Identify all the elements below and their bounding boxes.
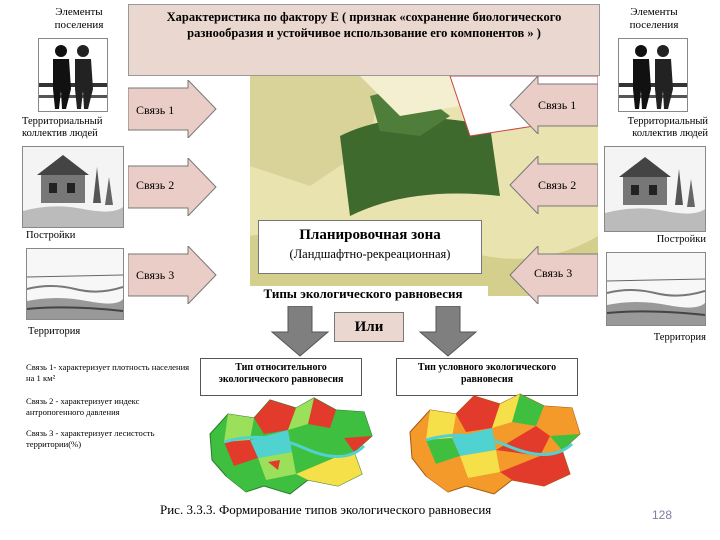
legend-link-2: Связь 2 - характеризует индекс антропогенного давления bbox=[26, 396, 140, 417]
right-buildings-image bbox=[604, 146, 706, 232]
right-collective-label: Территориальный коллектив людей bbox=[627, 116, 708, 139]
right-link-3-label: Связь 3 bbox=[534, 266, 573, 280]
right-territory-image bbox=[606, 252, 706, 326]
or-label: Или bbox=[354, 319, 384, 335]
right-link-1-label: Связь 1 bbox=[538, 98, 577, 112]
legend-link-1: Связь 1- характеризует плотность населения на 1 км² bbox=[26, 362, 190, 383]
planning-zone-box bbox=[258, 220, 482, 274]
right-people-image bbox=[618, 38, 688, 112]
left-link-3-label: Связь 3 bbox=[136, 268, 175, 282]
planning-zone-subtitle: (Ландшафтно-рекреационная) bbox=[289, 247, 451, 261]
relative-balance-map bbox=[204, 390, 376, 498]
figure-caption: Рис. 3.3.3. Формирование типов экологического равновесия bbox=[160, 502, 492, 517]
header-title: Характеристика по фактору Е ( признак «сохранение биологического разнообразия и устойчивое использование его компонентов » ) bbox=[128, 4, 600, 76]
right-territory-label: Территория bbox=[653, 332, 706, 343]
left-territory-image bbox=[26, 248, 124, 320]
legend-link-3: Связь 3 - характеризует лесистость территории(%) bbox=[26, 428, 155, 449]
left-link-1-label: Связь 1 bbox=[136, 103, 175, 117]
right-elements-title: Элементы поселения bbox=[629, 6, 679, 31]
left-territory-label: Территория bbox=[28, 326, 81, 337]
right-link-2-label: Связь 2 bbox=[538, 178, 577, 192]
left-buildings-image bbox=[22, 146, 124, 228]
left-elements-title: Элементы поселения bbox=[54, 6, 104, 31]
balance-types-title: Типы экологического равновесия bbox=[238, 286, 488, 302]
planning-zone-title: Планировочная зона bbox=[299, 227, 441, 243]
conditional-balance-map bbox=[404, 386, 584, 498]
page-number: 128 bbox=[652, 508, 673, 522]
relative-balance-title: Тип относительного экологического равновесия bbox=[200, 358, 362, 396]
down-arrow-left bbox=[270, 306, 330, 358]
or-box bbox=[334, 312, 404, 342]
left-buildings-label: Постройки bbox=[26, 230, 76, 241]
left-people-image bbox=[38, 38, 108, 112]
left-link-2-label: Связь 2 bbox=[136, 178, 175, 192]
down-arrow-right bbox=[418, 306, 478, 358]
left-collective-label: Территориальный коллектив людей bbox=[22, 116, 103, 139]
conditional-balance-title: Тип условного экологического равновесия bbox=[396, 358, 578, 396]
right-buildings-label: Постройки bbox=[656, 234, 706, 245]
